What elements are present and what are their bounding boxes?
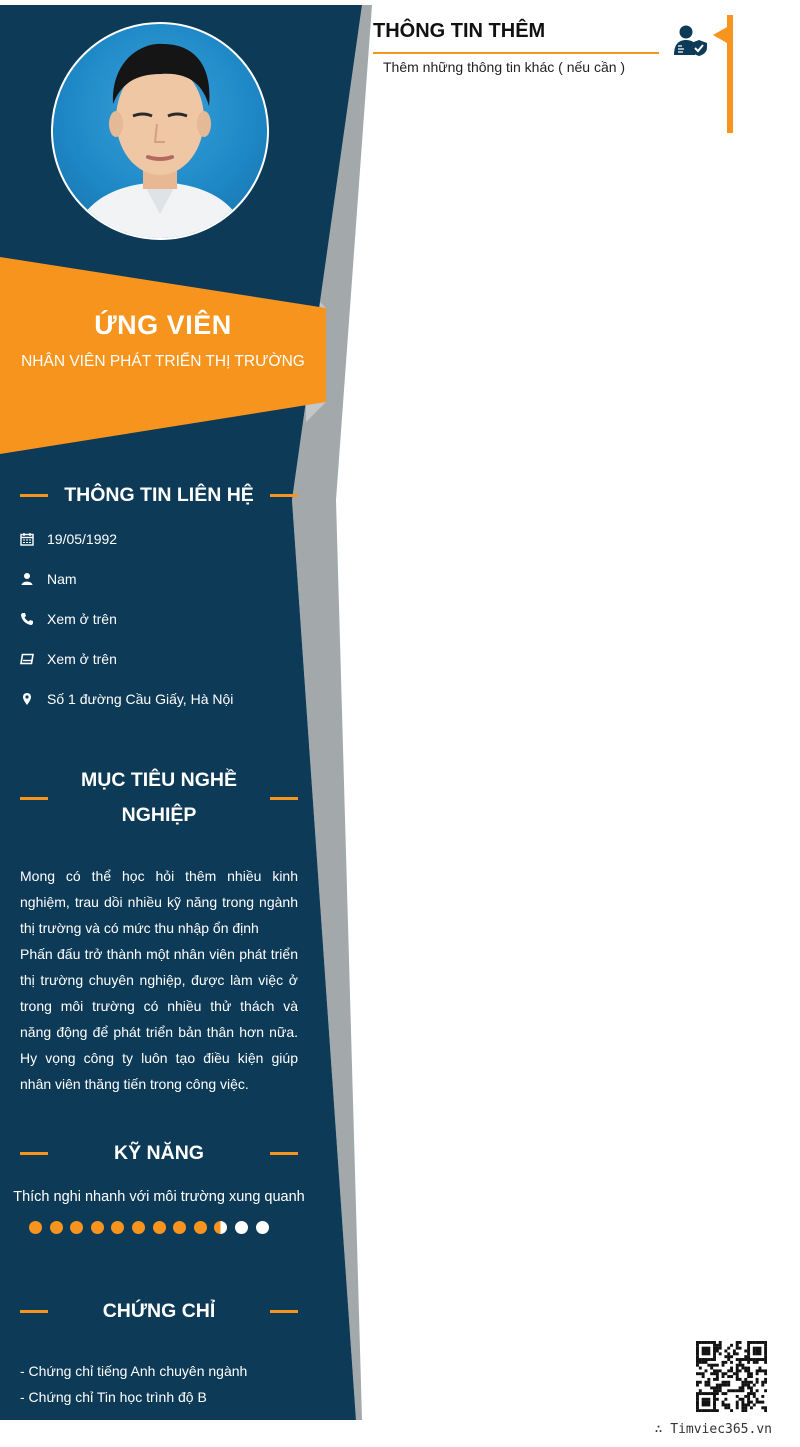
contact-birthdate xyxy=(20,528,117,550)
contact-address-text: Số 1 đường Cầu Giấy, Hà Nội xyxy=(47,691,234,707)
footer-brand[interactable]: ∴ Timviec365.vn xyxy=(654,1422,772,1437)
header-bar-left xyxy=(20,1152,48,1155)
objective-section-header xyxy=(20,763,298,833)
skill-rating-dot xyxy=(173,1221,186,1234)
candidate-role: NHÂN VIÊN PHÁT TRIỂN THỊ TRƯỜNG xyxy=(21,353,305,370)
header-bar-right xyxy=(270,1310,298,1313)
objective-text xyxy=(20,863,298,1097)
skill-rating-dot xyxy=(29,1221,42,1234)
additional-info-title: THÔNG TIN THÊM xyxy=(373,20,546,42)
skill-rating-dot xyxy=(214,1221,227,1234)
sidebar xyxy=(0,0,320,1447)
header-bar-left xyxy=(20,494,48,497)
contact-section-header xyxy=(20,478,298,513)
skill-rating-dot xyxy=(132,1221,145,1234)
objective-paragraph-1: Mong có thể học hỏi thêm nhiều kinh nghiệm, trau dồi nhiều kỹ năng trong ngành thị trường và có mức thu nhập ổn định xyxy=(20,868,298,936)
skill-rating-dot xyxy=(111,1221,124,1234)
skill-rating-dot xyxy=(91,1221,104,1234)
objective-title-line1: MỤC TIÊU NGHỀ xyxy=(81,769,237,791)
objective-section-title xyxy=(48,763,270,833)
certificate-item: - Chứng chỉ Tin học trình độ B xyxy=(20,1389,207,1405)
header-bar-left xyxy=(20,797,48,800)
location-pin-icon xyxy=(20,692,34,706)
avatar xyxy=(51,22,269,240)
skill-rating-dot xyxy=(70,1221,83,1234)
candidate-name: ỨNG VIÊN xyxy=(94,310,232,340)
header-bar-left xyxy=(20,1310,48,1313)
skills-section-title: KỸ NĂNG xyxy=(114,1142,204,1164)
contact-email xyxy=(20,648,117,670)
certificates-section-title: CHỨNG CHỈ xyxy=(102,1300,216,1322)
skills-section-header xyxy=(20,1136,298,1171)
email-icon xyxy=(20,652,34,666)
objective-title-line2: NGHIỆP xyxy=(121,804,197,826)
contact-email-text[interactable]: Xem ở trên xyxy=(47,651,117,667)
header-bar-right xyxy=(270,1152,298,1155)
additional-info-text: Thêm những thông tin khác ( nếu cần ) xyxy=(383,59,626,75)
certificates-section-header xyxy=(20,1294,298,1329)
contact-gender xyxy=(20,568,77,590)
certificate-item: - Chứng chỉ tiếng Anh chuyên ngành xyxy=(20,1363,248,1379)
header-bar-right xyxy=(270,797,298,800)
avatar-portrait xyxy=(53,24,267,238)
skill-name: Thích nghi nhanh với môi trường xung quanh xyxy=(13,1189,305,1205)
skill-rating-dot xyxy=(50,1221,63,1234)
skill-rating-dot xyxy=(256,1221,269,1234)
phone-icon xyxy=(20,612,34,626)
contact-gender-text: Nam xyxy=(47,571,77,587)
skill-rating-dot xyxy=(153,1221,166,1234)
skill-rating xyxy=(29,1221,276,1234)
header-bar-right xyxy=(270,494,298,497)
contact-address xyxy=(20,688,233,710)
skill-rating-dot xyxy=(235,1221,248,1234)
contact-section-title: THÔNG TIN LIÊN HỆ xyxy=(64,484,254,506)
contact-phone-text[interactable]: Xem ở trên xyxy=(47,611,117,627)
skill-rating-dot xyxy=(194,1221,207,1234)
contact-birthdate-text: 19/05/1992 xyxy=(47,531,118,547)
objective-paragraph-2: Phấn đấu trở thành một nhân viên phát triển thị trường chuyên nghiệp, được làm việc ở trong môi trường có nhiều thử thách và năng động để phát triển bản thân hơn nữa. Hy vọng công ty luôn tạo điều kiện giúp nhân viên thăng tiến trong công việc. xyxy=(20,946,298,1092)
calendar-icon xyxy=(20,532,34,546)
user-icon xyxy=(20,572,34,586)
contact-phone xyxy=(20,608,117,630)
